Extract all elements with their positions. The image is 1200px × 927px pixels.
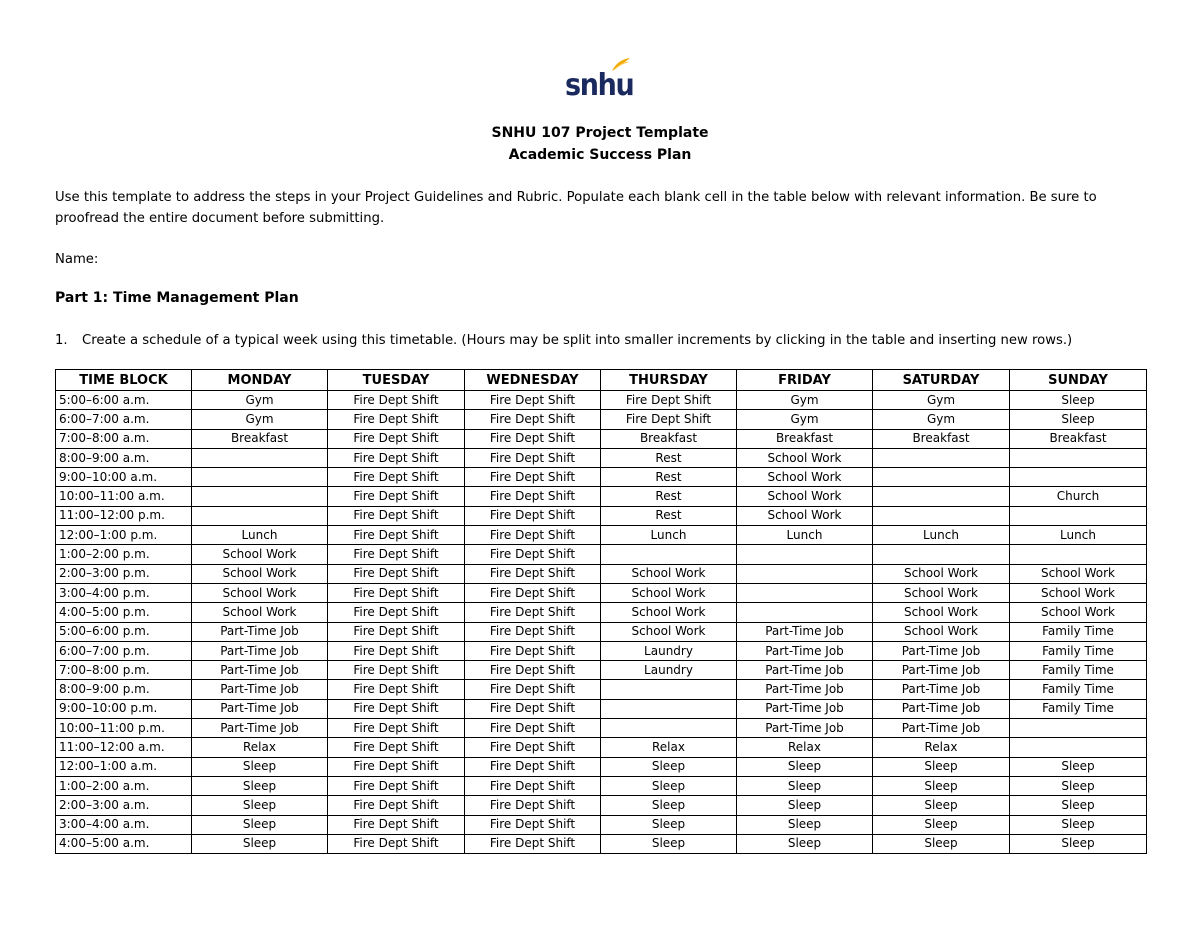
schedule-cell[interactable]: School Work [873, 622, 1010, 641]
schedule-cell[interactable] [737, 545, 873, 564]
schedule-cell[interactable]: Fire Dept Shift [328, 738, 465, 757]
schedule-cell[interactable]: Rest [601, 487, 737, 506]
schedule-cell[interactable]: Part-Time Job [192, 680, 328, 699]
schedule-cell[interactable] [192, 506, 328, 525]
schedule-cell[interactable]: Fire Dept Shift [465, 391, 601, 410]
schedule-cell[interactable]: Fire Dept Shift [465, 526, 601, 545]
schedule-cell[interactable]: Sleep [873, 834, 1010, 853]
schedule-cell[interactable]: Fire Dept Shift [465, 468, 601, 487]
schedule-cell[interactable]: Sleep [192, 757, 328, 776]
leaf-icon [611, 57, 631, 73]
time-block-cell[interactable]: 12:00–1:00 p.m. [56, 526, 192, 545]
time-block-cell[interactable]: 6:00–7:00 p.m. [56, 641, 192, 660]
schedule-cell[interactable]: Family Time [1010, 641, 1147, 660]
time-block-cell[interactable]: 4:00–5:00 a.m. [56, 834, 192, 853]
schedule-cell[interactable]: Fire Dept Shift [465, 661, 601, 680]
schedule-cell[interactable]: Sleep [737, 796, 873, 815]
schedule-cell[interactable]: Fire Dept Shift [465, 815, 601, 834]
logo-text: snhu [565, 68, 634, 103]
table-row [56, 815, 1147, 834]
column-header: MONDAY [192, 370, 328, 391]
schedule-cell[interactable]: Fire Dept Shift [328, 757, 465, 776]
table-row [56, 468, 1147, 487]
schedule-cell[interactable]: School Work [737, 506, 873, 525]
schedule-cell[interactable] [1010, 545, 1147, 564]
schedule-cell[interactable] [601, 680, 737, 699]
table-row [56, 719, 1147, 738]
time-block-cell[interactable]: 9:00–10:00 p.m. [56, 699, 192, 718]
time-block-cell[interactable]: 11:00–12:00 a.m. [56, 738, 192, 757]
schedule-cell[interactable]: School Work [873, 603, 1010, 622]
table-row [56, 583, 1147, 602]
time-block-cell[interactable]: 8:00–9:00 a.m. [56, 448, 192, 467]
schedule-cell[interactable]: Fire Dept Shift [465, 583, 601, 602]
schedule-cell[interactable]: School Work [192, 603, 328, 622]
table-row [56, 506, 1147, 525]
schedule-cell[interactable] [737, 583, 873, 602]
schedule-cell[interactable]: Sleep [1010, 796, 1147, 815]
schedule-cell[interactable]: Fire Dept Shift [465, 487, 601, 506]
table-row [56, 776, 1147, 795]
schedule-cell[interactable]: Fire Dept Shift [328, 699, 465, 718]
schedule-cell[interactable]: Part-Time Job [873, 661, 1010, 680]
table-row [56, 429, 1147, 448]
schedule-cell[interactable]: Breakfast [873, 429, 1010, 448]
schedule-cell[interactable]: Lunch [192, 526, 328, 545]
schedule-cell[interactable]: School Work [192, 545, 328, 564]
table-row [56, 834, 1147, 853]
schedule-cell[interactable]: Sleep [1010, 410, 1147, 429]
schedule-cell[interactable]: Part-Time Job [192, 699, 328, 718]
schedule-cell[interactable]: Part-Time Job [192, 641, 328, 660]
schedule-cell[interactable]: Fire Dept Shift [328, 776, 465, 795]
table-row [56, 641, 1147, 660]
schedule-cell[interactable]: Part-Time Job [192, 719, 328, 738]
schedule-cell[interactable]: Sleep [601, 796, 737, 815]
schedule-cell[interactable]: Fire Dept Shift [328, 815, 465, 834]
schedule-cell[interactable]: Fire Dept Shift [328, 583, 465, 602]
schedule-cell[interactable]: School Work [192, 583, 328, 602]
table-row [56, 545, 1147, 564]
schedule-cell[interactable]: Fire Dept Shift [328, 661, 465, 680]
schedule-cell[interactable]: Fire Dept Shift [465, 699, 601, 718]
schedule-cell[interactable]: Fire Dept Shift [465, 603, 601, 622]
schedule-cell[interactable]: Fire Dept Shift [465, 410, 601, 429]
schedule-cell[interactable]: Sleep [873, 796, 1010, 815]
schedule-cell[interactable]: Laundry [601, 661, 737, 680]
schedule-cell[interactable]: Fire Dept Shift [328, 468, 465, 487]
schedule-cell[interactable]: Part-Time Job [873, 680, 1010, 699]
schedule-cell[interactable]: School Work [601, 622, 737, 641]
schedule-cell[interactable]: Gym [873, 410, 1010, 429]
schedule-cell[interactable]: Fire Dept Shift [328, 506, 465, 525]
table-row [56, 603, 1147, 622]
schedule-cell[interactable]: Fire Dept Shift [601, 391, 737, 410]
schedule-cell[interactable] [1010, 448, 1147, 467]
time-block-cell[interactable]: 11:00–12:00 p.m. [56, 506, 192, 525]
time-block-cell[interactable]: 4:00–5:00 p.m. [56, 603, 192, 622]
schedule-cell[interactable]: School Work [601, 603, 737, 622]
schedule-cell[interactable]: School Work [873, 564, 1010, 583]
schedule-cell[interactable]: School Work [601, 583, 737, 602]
schedule-cell[interactable]: School Work [737, 468, 873, 487]
schedule-cell[interactable]: Part-Time Job [873, 699, 1010, 718]
table-row [56, 738, 1147, 757]
schedule-cell[interactable]: School Work [601, 564, 737, 583]
column-header: WEDNESDAY [465, 370, 601, 391]
schedule-cell[interactable] [601, 545, 737, 564]
schedule-cell[interactable]: Part-Time Job [737, 680, 873, 699]
schedule-cell[interactable]: Breakfast [1010, 429, 1147, 448]
schedule-cell[interactable]: Breakfast [192, 429, 328, 448]
name-label: Name: [55, 252, 99, 267]
schedule-cell[interactable]: Fire Dept Shift [328, 796, 465, 815]
step-number: 1. [55, 333, 68, 348]
time-block-cell[interactable]: 3:00–4:00 a.m. [56, 815, 192, 834]
column-header: TIME BLOCK [56, 370, 192, 391]
schedule-cell[interactable]: Fire Dept Shift [328, 410, 465, 429]
schedule-cell[interactable] [1010, 506, 1147, 525]
schedule-cell[interactable]: Relax [737, 738, 873, 757]
schedule-cell[interactable]: Rest [601, 468, 737, 487]
document-title: SNHU 107 Project Template [491, 125, 709, 141]
document-subtitle: Academic Success Plan [508, 147, 692, 163]
schedule-cell[interactable]: Part-Time Job [192, 622, 328, 641]
schedule-cell[interactable]: Part-Time Job [873, 719, 1010, 738]
schedule-cell[interactable]: Fire Dept Shift [465, 622, 601, 641]
step-text: Create a schedule of a typical week using this timetable. (Hours may be split into smaller increments by clicking in the table and inserting new rows.) [82, 333, 1073, 348]
schedule-cell[interactable]: Fire Dept Shift [465, 545, 601, 564]
schedule-cell[interactable]: Gym [873, 391, 1010, 410]
schedule-cell[interactable] [873, 448, 1010, 467]
time-block-cell[interactable]: 5:00–6:00 a.m. [56, 391, 192, 410]
schedule-cell[interactable]: Part-Time Job [737, 699, 873, 718]
schedule-cell[interactable]: Breakfast [737, 429, 873, 448]
schedule-cell[interactable]: Part-Time Job [873, 641, 1010, 660]
time-block-cell[interactable]: 2:00–3:00 p.m. [56, 564, 192, 583]
schedule-cell[interactable]: School Work [1010, 564, 1147, 583]
column-header: SATURDAY [873, 370, 1010, 391]
schedule-cell[interactable]: Fire Dept Shift [465, 641, 601, 660]
schedule-cell[interactable]: Relax [601, 738, 737, 757]
schedule-cell[interactable]: Rest [601, 506, 737, 525]
schedule-cell[interactable]: School Work [1010, 583, 1147, 602]
column-header: SUNDAY [1010, 370, 1147, 391]
schedule-cell[interactable]: School Work [192, 564, 328, 583]
part1-heading: Part 1: Time Management Plan [55, 290, 299, 306]
time-block-cell[interactable]: 12:00–1:00 a.m. [56, 757, 192, 776]
schedule-cell[interactable]: Sleep [192, 796, 328, 815]
table-row [56, 699, 1147, 718]
schedule-cell[interactable] [873, 506, 1010, 525]
column-header: THURSDAY [601, 370, 737, 391]
schedule-cell[interactable]: Sleep [737, 757, 873, 776]
table-header-row [56, 370, 1147, 391]
time-block-cell[interactable]: 10:00–11:00 p.m. [56, 719, 192, 738]
schedule-cell[interactable]: Sleep [601, 834, 737, 853]
schedule-cell[interactable] [873, 545, 1010, 564]
schedule-cell[interactable]: Fire Dept Shift [601, 410, 737, 429]
schedule-cell[interactable]: Part-Time Job [737, 641, 873, 660]
table-row [56, 564, 1147, 583]
schedule-cell[interactable]: School Work [873, 583, 1010, 602]
schedule-cell[interactable] [873, 487, 1010, 506]
schedule-cell[interactable]: Part-Time Job [737, 661, 873, 680]
snhu-logo [565, 57, 637, 105]
schedule-cell[interactable]: Fire Dept Shift [328, 641, 465, 660]
schedule-cell[interactable]: Fire Dept Shift [328, 429, 465, 448]
schedule-cell[interactable] [192, 468, 328, 487]
time-block-cell[interactable]: 7:00–8:00 a.m. [56, 429, 192, 448]
table-row [56, 796, 1147, 815]
schedule-cell[interactable]: Lunch [601, 526, 737, 545]
schedule-cell[interactable]: Lunch [873, 526, 1010, 545]
time-block-cell[interactable]: 9:00–10:00 a.m. [56, 468, 192, 487]
schedule-cell[interactable] [873, 468, 1010, 487]
schedule-cell[interactable]: Fire Dept Shift [465, 564, 601, 583]
schedule-cell[interactable]: Sleep [873, 757, 1010, 776]
table-row [56, 410, 1147, 429]
schedule-cell[interactable]: Fire Dept Shift [328, 564, 465, 583]
schedule-cell[interactable]: Part-Time Job [737, 719, 873, 738]
schedule-cell[interactable] [1010, 738, 1147, 757]
schedule-cell[interactable]: Lunch [737, 526, 873, 545]
schedule-cell[interactable]: Part-Time Job [192, 661, 328, 680]
schedule-cell[interactable]: Sleep [1010, 757, 1147, 776]
schedule-cell[interactable]: Relax [192, 738, 328, 757]
schedule-cell[interactable]: Family Time [1010, 699, 1147, 718]
schedule-cell[interactable]: Fire Dept Shift [328, 448, 465, 467]
time-block-cell[interactable]: 10:00–11:00 a.m. [56, 487, 192, 506]
schedule-cell[interactable]: Sleep [601, 757, 737, 776]
schedule-cell[interactable]: Sleep [192, 815, 328, 834]
schedule-cell[interactable]: Relax [873, 738, 1010, 757]
schedule-cell[interactable]: Gym [737, 391, 873, 410]
time-block-cell[interactable]: 8:00–9:00 p.m. [56, 680, 192, 699]
schedule-cell[interactable]: Sleep [192, 834, 328, 853]
schedule-cell[interactable]: School Work [1010, 603, 1147, 622]
schedule-cell[interactable]: Fire Dept Shift [465, 448, 601, 467]
schedule-cell[interactable]: Sleep [1010, 815, 1147, 834]
schedule-cell[interactable]: Fire Dept Shift [465, 738, 601, 757]
table-row [56, 448, 1147, 467]
schedule-cell[interactable]: Sleep [601, 776, 737, 795]
schedule-cell[interactable]: Sleep [1010, 391, 1147, 410]
schedule-cell[interactable]: Sleep [1010, 834, 1147, 853]
schedule-cell[interactable]: Fire Dept Shift [465, 796, 601, 815]
schedule-cell[interactable] [192, 487, 328, 506]
table-row [56, 680, 1147, 699]
schedule-cell[interactable]: Sleep [737, 834, 873, 853]
time-block-cell[interactable]: 2:00–3:00 a.m. [56, 796, 192, 815]
schedule-cell[interactable]: Sleep [192, 776, 328, 795]
time-block-cell[interactable]: 3:00–4:00 p.m. [56, 583, 192, 602]
schedule-cell[interactable] [737, 603, 873, 622]
table-row [56, 661, 1147, 680]
weekly-schedule-table [55, 369, 1147, 854]
schedule-cell[interactable]: Fire Dept Shift [465, 429, 601, 448]
time-block-cell[interactable]: 1:00–2:00 p.m. [56, 545, 192, 564]
schedule-cell[interactable]: Fire Dept Shift [465, 776, 601, 795]
schedule-cell[interactable]: Fire Dept Shift [328, 834, 465, 853]
schedule-cell[interactable]: Laundry [601, 641, 737, 660]
time-block-cell[interactable]: 6:00–7:00 a.m. [56, 410, 192, 429]
schedule-cell[interactable]: Fire Dept Shift [328, 622, 465, 641]
time-block-cell[interactable]: 1:00–2:00 a.m. [56, 776, 192, 795]
schedule-cell[interactable]: Sleep [601, 815, 737, 834]
schedule-cell[interactable]: Fire Dept Shift [465, 506, 601, 525]
schedule-cell[interactable]: Fire Dept Shift [328, 719, 465, 738]
schedule-cell[interactable] [737, 564, 873, 583]
step-1 [55, 330, 1072, 351]
schedule-cell[interactable]: Fire Dept Shift [465, 834, 601, 853]
schedule-cell[interactable]: Family Time [1010, 680, 1147, 699]
schedule-cell[interactable]: Fire Dept Shift [328, 487, 465, 506]
schedule-cell[interactable]: Fire Dept Shift [465, 680, 601, 699]
schedule-cell[interactable]: Sleep [737, 815, 873, 834]
time-block-cell[interactable]: 5:00–6:00 p.m. [56, 622, 192, 641]
schedule-cell[interactable] [1010, 719, 1147, 738]
table-row [56, 757, 1147, 776]
schedule-cell[interactable]: Fire Dept Shift [465, 719, 601, 738]
schedule-cell[interactable] [601, 699, 737, 718]
schedule-cell[interactable]: Fire Dept Shift [328, 391, 465, 410]
schedule-cell[interactable]: Family Time [1010, 622, 1147, 641]
schedule-cell[interactable]: Breakfast [601, 429, 737, 448]
table-row [56, 391, 1147, 410]
schedule-cell[interactable]: Family Time [1010, 661, 1147, 680]
time-block-cell[interactable]: 7:00–8:00 p.m. [56, 661, 192, 680]
column-header: FRIDAY [737, 370, 873, 391]
schedule-cell[interactable]: Fire Dept Shift [328, 526, 465, 545]
schedule-cell[interactable]: Sleep [737, 776, 873, 795]
schedule-cell[interactable]: School Work [737, 448, 873, 467]
schedule-cell[interactable] [192, 448, 328, 467]
schedule-cell[interactable]: Gym [192, 391, 328, 410]
schedule-cell[interactable]: Fire Dept Shift [465, 757, 601, 776]
schedule-cell[interactable]: Gym [737, 410, 873, 429]
table-row [56, 622, 1147, 641]
schedule-cell[interactable]: Sleep [873, 776, 1010, 795]
schedule-cell[interactable]: Gym [192, 410, 328, 429]
schedule-cell[interactable]: Church [1010, 487, 1147, 506]
schedule-cell[interactable]: Rest [601, 448, 737, 467]
column-header: TUESDAY [328, 370, 465, 391]
schedule-cell[interactable]: Lunch [1010, 526, 1147, 545]
table-row [56, 487, 1147, 506]
schedule-cell[interactable]: Fire Dept Shift [328, 545, 465, 564]
table-row [56, 526, 1147, 545]
schedule-cell[interactable] [1010, 468, 1147, 487]
schedule-cell[interactable]: Fire Dept Shift [328, 603, 465, 622]
schedule-cell[interactable]: School Work [737, 487, 873, 506]
schedule-cell[interactable]: Part-Time Job [737, 622, 873, 641]
schedule-cell[interactable]: Sleep [1010, 776, 1147, 795]
schedule-cell[interactable]: Sleep [873, 815, 1010, 834]
intro-paragraph: Use this template to address the steps in your Project Guidelines and Rubric. Populate each blank cell in the table below with relevant information. Be sure to proofread the entire document before submitting. [55, 190, 1097, 226]
schedule-cell[interactable] [601, 719, 737, 738]
schedule-cell[interactable]: Fire Dept Shift [328, 680, 465, 699]
